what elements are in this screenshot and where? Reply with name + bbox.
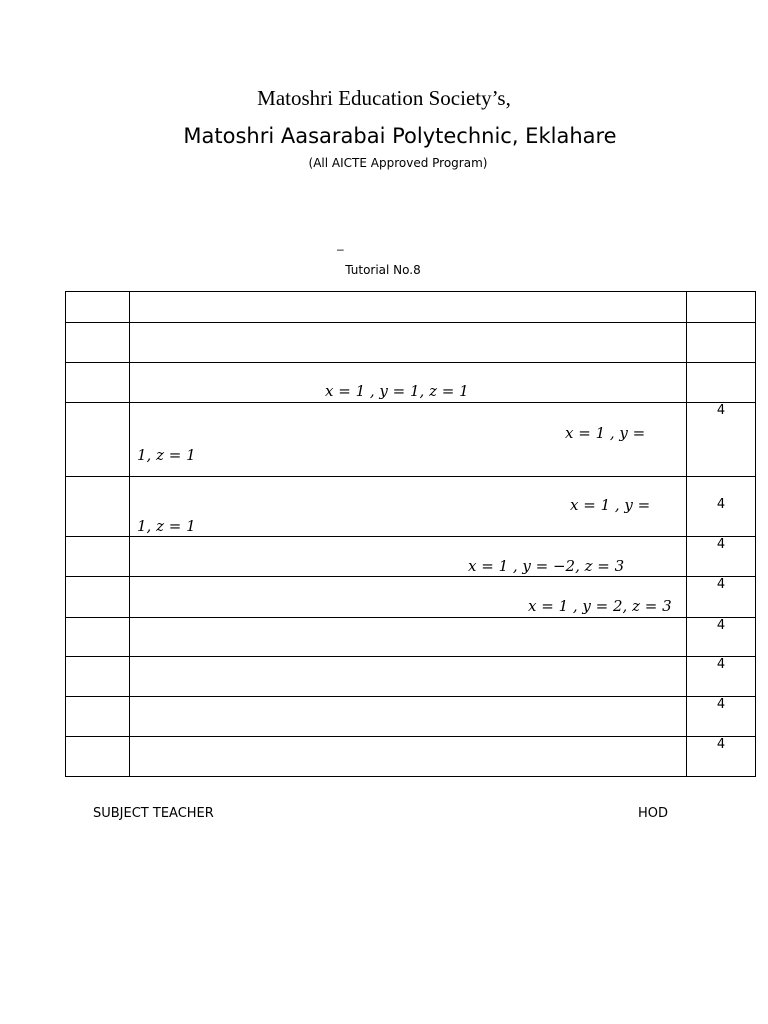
society-name: Matoshri Education Society’s,: [257, 86, 511, 110]
table-row: [66, 577, 756, 618]
table-row: [66, 292, 756, 323]
table-row: [66, 363, 756, 403]
marks-cell: 4: [687, 618, 756, 657]
sr-no-cell: [66, 657, 130, 697]
tutorial-title: Tutorial No.8: [345, 263, 421, 277]
sr-no-cell: [66, 577, 130, 618]
college-name: Matoshri Aasarabai Polytechnic, Eklahare: [183, 124, 617, 148]
hod-label: HOD: [638, 806, 669, 821]
marks-cell: 4: [687, 737, 756, 777]
question-cell: [130, 477, 687, 537]
sr-no-cell: [66, 292, 130, 323]
question-cell: [130, 403, 687, 477]
tutorial-table: [65, 291, 756, 777]
marks-cell: [687, 292, 756, 323]
question-cell: [130, 577, 687, 618]
approval-note: (All AICTE Approved Program): [308, 156, 488, 170]
table-row: [66, 403, 756, 477]
sr-no-cell: [66, 323, 130, 363]
equation-text: x = 1 , y = −2, z = 3: [468, 557, 625, 575]
equation-text: x = 1 , y = 2, z = 3: [528, 597, 672, 615]
marks-cell: 4: [687, 537, 756, 577]
table-row: [66, 537, 756, 577]
table-row: [66, 323, 756, 363]
question-cell: [130, 737, 687, 777]
table-row: [66, 477, 756, 537]
marks-cell: 4: [687, 657, 756, 697]
table-row: [66, 657, 756, 697]
marks-cell: [687, 363, 756, 403]
equation-text: x = 1 , y =: [570, 496, 651, 514]
equation-text: x = 1 , y = 1, z = 1: [325, 382, 469, 400]
table-row: [66, 697, 756, 737]
marks-cell: 4: [687, 697, 756, 737]
marks-cell: 4: [687, 477, 756, 537]
question-cell: [130, 697, 687, 737]
equation-text: 1, z = 1: [137, 517, 196, 535]
subject-teacher-label: SUBJECT TEACHER: [93, 806, 214, 821]
marks-cell: [687, 323, 756, 363]
sr-no-cell: [66, 477, 130, 537]
sr-no-cell: [66, 537, 130, 577]
table-row: [66, 737, 756, 777]
equation-text: x = 1 , y =: [565, 424, 646, 442]
sr-no-cell: [66, 618, 130, 657]
marks-cell: 4: [687, 403, 756, 477]
question-cell: [130, 363, 687, 403]
question-cell: [130, 618, 687, 657]
dash-mark: –: [337, 242, 344, 256]
table-row: [66, 618, 756, 657]
sr-no-cell: [66, 363, 130, 403]
sr-no-cell: [66, 403, 130, 477]
question-cell: [130, 657, 687, 697]
sr-no-cell: [66, 737, 130, 777]
question-cell: [130, 292, 687, 323]
equation-text: 1, z = 1: [137, 446, 196, 464]
marks-cell: 4: [687, 577, 756, 618]
question-cell: [130, 323, 687, 363]
sr-no-cell: [66, 697, 130, 737]
question-cell: [130, 537, 687, 577]
